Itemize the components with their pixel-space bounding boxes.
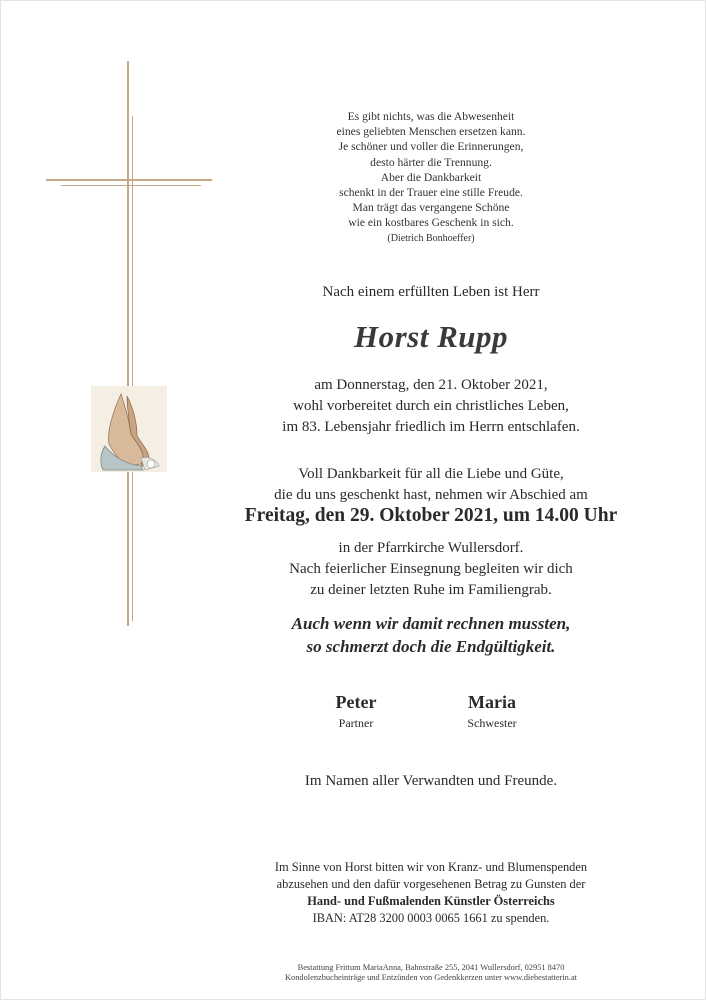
quote-line: wie ein kostbares Geschenk in sich. [348, 216, 514, 230]
donation-block [201, 859, 661, 927]
death-notice [201, 375, 661, 438]
donation-iban: IBAN: AT28 3200 0003 0065 1661 zu spenden. [312, 911, 550, 925]
donation-line: abzusehen und den dafür vorgesehenen Betrag zu Gunsten der [276, 877, 586, 891]
quote-line: Es gibt nichts, was die Abwesenheit [347, 110, 515, 123]
footer [201, 963, 661, 983]
consolation-text [201, 612, 661, 658]
death-line: im 83. Lebensjahr friedlich im Herrn entschlafen. [282, 419, 580, 435]
mourner [286, 692, 426, 731]
quote-author: (Dietrich Bonhoeffer) [387, 232, 475, 244]
church-line: Nach feierlicher Einsegnung begleiten wir dich [289, 561, 573, 577]
mourner-role: Schwester [467, 716, 517, 730]
death-line: am Donnerstag, den 21. Oktober 2021, [314, 377, 548, 393]
quote-block [201, 109, 661, 246]
donation-line: Im Sinne von Horst bitten wir von Kranz- und Blumenspenden [274, 860, 588, 874]
mourner-name: Peter [335, 692, 377, 712]
deceased-name: Horst Rupp [353, 319, 509, 354]
church-text [201, 538, 661, 601]
quote-line: Je schöner und voller die Erinnerungen, [338, 140, 524, 154]
consolation-line: so schmerzt doch die Endgültigkeit. [306, 637, 556, 656]
funeral-datetime: Freitag, den 29. Oktober 2021, um 14.00 Uhr [244, 505, 618, 526]
consolation-line: Auch wenn wir damit rechnen mussten, [291, 614, 571, 633]
quote-line: desto härter die Trennung. [370, 155, 492, 169]
mourner [422, 692, 562, 731]
quote-line: schenkt in der Trauer eine stille Freude. [339, 186, 523, 200]
church-line: in der Pfarrkirche Wullersdorf. [338, 540, 524, 556]
praying-hands-icon [91, 386, 167, 472]
footer-website: Kondolenzbucheinträge und Entzünden von Gedenkkerzen unter www.diebestatterin.at [284, 973, 577, 982]
church-line: zu deiner letzten Ruhe im Familiengrab. [310, 582, 552, 598]
footer-address: Bestattung Frittum MariaAnna, Bahnstraße 255, 2041 Wullersdorf, 02951 8470 [297, 963, 565, 972]
farewell-line: Voll Dankbarkeit für all die Liebe und Güte, [298, 466, 564, 482]
quote-line: Aber die Dankbarkeit [380, 170, 482, 184]
donation-organization: Hand- und Fußmalenden Künstler Österreichs [307, 894, 555, 908]
mourner-name: Maria [468, 692, 516, 712]
death-line: wohl vorbereitet durch ein christliches Leben, [293, 398, 569, 414]
mourner-role: Partner [338, 716, 374, 730]
quote-line: Man trägt das vergangene Schöne [352, 201, 510, 215]
farewell-line: die du uns geschenkt hast, nehmen wir Abschied am [274, 487, 588, 503]
intro-text: Nach einem erfüllten Leben ist Herr [322, 284, 540, 300]
closing-text: Im Namen aller Verwandten und Freunde. [304, 773, 558, 789]
quote-line: eines geliebten Menschen ersetzen kann. [336, 125, 526, 139]
farewell-text [201, 464, 661, 506]
